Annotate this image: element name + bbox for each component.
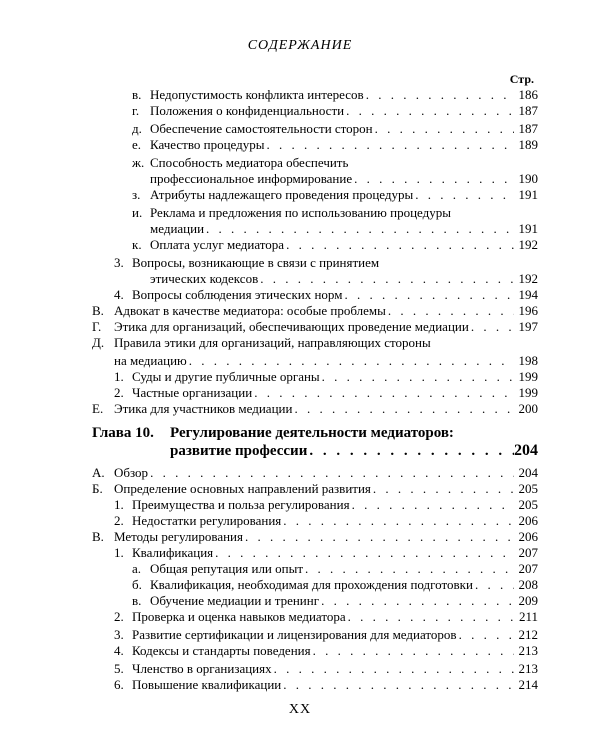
toc-entry-title: Способность медиатора обеспечить xyxy=(150,155,349,170)
toc-entry-marker: Б. xyxy=(92,481,103,496)
toc-entry-title: на медиацию xyxy=(114,353,187,368)
toc-entry xyxy=(0,303,600,319)
toc-entry-title: Правила этики для организаций, направляющих стороны xyxy=(114,335,431,350)
toc-entry xyxy=(0,401,600,417)
toc-entry-page-number: 191 xyxy=(518,221,538,236)
dot-leader xyxy=(307,441,514,461)
dot-leader xyxy=(457,627,514,643)
toc-entry-title: Квалификация xyxy=(132,545,214,560)
dot-leader xyxy=(344,103,514,119)
page-number: XX xyxy=(288,702,312,717)
toc-entry-page-number: 209 xyxy=(518,593,538,608)
toc-entry-marker: 2. xyxy=(114,385,124,400)
dot-leader xyxy=(320,369,514,385)
toc-entry-title: Определение основных направлений развития xyxy=(114,481,371,496)
toc-entry xyxy=(0,287,600,303)
toc-entry-page-number: 213 xyxy=(518,661,538,676)
toc-entry-page-number: 204 xyxy=(514,442,538,459)
dot-leader xyxy=(243,529,514,545)
toc-entry-page-number: 212 xyxy=(518,627,538,642)
toc-entry-marker: к. xyxy=(132,237,142,252)
toc-entry xyxy=(0,561,600,577)
toc-entry-title: этических кодексов xyxy=(150,271,259,286)
toc-entry-page-number: 194 xyxy=(518,287,538,302)
toc-entry xyxy=(0,593,600,609)
toc-entry-title: Атрибуты надлежащего проведения процедуры xyxy=(150,187,414,202)
toc-entry-marker: 3. xyxy=(114,255,124,270)
toc-entry-title: Общая репутация или опыт xyxy=(150,561,304,576)
toc-entry-marker: Г. xyxy=(92,319,102,334)
dot-leader xyxy=(373,121,514,137)
toc-entry xyxy=(0,385,600,401)
toc-entry-marker: е. xyxy=(132,137,142,152)
toc-entry-page-number: 211 xyxy=(518,609,538,624)
dot-leader xyxy=(352,171,514,187)
dot-leader xyxy=(258,271,514,287)
toc-entry xyxy=(0,255,600,271)
dot-leader xyxy=(386,303,514,319)
toc-entry-title: Преимущества и польза регулирования xyxy=(132,497,350,512)
toc-entry xyxy=(0,661,600,677)
toc-entry-page-number: 200 xyxy=(518,401,538,416)
toc-entry-marker: 6. xyxy=(114,677,124,692)
toc-entry-title: медиации xyxy=(150,221,205,236)
toc-entry-marker: д. xyxy=(132,121,142,136)
dot-leader xyxy=(346,609,514,625)
toc-entry-marker: а. xyxy=(132,561,142,576)
toc-entry-marker: Д. xyxy=(92,335,105,350)
dot-leader xyxy=(473,577,514,593)
toc-entry xyxy=(0,335,600,351)
toc-entry-title: развитие профессии xyxy=(170,443,308,459)
toc-entry xyxy=(0,441,600,461)
toc-entry xyxy=(0,319,600,335)
toc-entry xyxy=(0,513,600,529)
toc-entry-marker: Глава 10. xyxy=(92,425,154,441)
dot-leader xyxy=(265,137,515,153)
toc-entry-title: Недопустимость конфликта интересов xyxy=(150,87,364,102)
toc-entry-marker: В. xyxy=(92,303,104,318)
toc-entry-title: Реклама и предложения по использованию процедуры xyxy=(150,205,451,220)
dot-leader xyxy=(204,221,514,237)
toc-entry xyxy=(0,627,600,643)
toc-entry-title: Методы регулирования xyxy=(114,529,243,544)
toc-entry-marker: 4. xyxy=(114,287,124,302)
toc-entry-page-number: 186 xyxy=(518,87,538,102)
toc-entry-marker: 3. xyxy=(114,627,124,642)
dot-leader xyxy=(364,87,514,103)
toc-entry xyxy=(0,643,600,659)
toc-entry-title: Положения о конфиденциальности xyxy=(150,103,345,118)
toc-entry-page-number: 206 xyxy=(518,529,538,544)
toc-entry-page-number: 206 xyxy=(518,513,538,528)
dot-leader xyxy=(272,661,514,677)
toc-entry xyxy=(0,221,600,237)
toc-entry xyxy=(0,677,600,693)
dot-leader xyxy=(311,643,514,659)
toc-entry xyxy=(0,87,600,103)
toc-entry-marker: ж. xyxy=(132,155,145,170)
toc-entry xyxy=(0,497,600,513)
toc-entry xyxy=(0,423,600,443)
toc-entry-title: Вопросы, возникающие в связи с принятием xyxy=(132,255,380,270)
toc-entry-page-number: 208 xyxy=(518,577,538,592)
dot-leader xyxy=(342,287,514,303)
toc-entry-marker: В. xyxy=(92,529,104,544)
toc-entry-page-number: 187 xyxy=(518,121,538,136)
dot-leader xyxy=(148,465,514,481)
toc-entry xyxy=(0,137,600,153)
toc-entry-title: Этика для организаций, обеспечивающих проведение медиации xyxy=(114,319,469,334)
toc-entry-title: Обеспечение самостоятельности сторон xyxy=(150,121,373,136)
toc-entry xyxy=(0,577,600,593)
dot-leader xyxy=(281,677,514,693)
toc-entry xyxy=(0,369,600,385)
toc-entry-title: Обзор xyxy=(114,465,149,480)
toc-entry-title: Частные организации xyxy=(132,385,253,400)
toc-entry-title: Обучение медиации и тренинг xyxy=(150,593,320,608)
toc-entry xyxy=(0,545,600,561)
toc-entry xyxy=(0,171,600,187)
dot-leader xyxy=(187,353,514,369)
dot-leader xyxy=(213,545,514,561)
toc-entry-marker: и. xyxy=(132,205,143,220)
toc-entry-title: Этика для участников медиации xyxy=(114,401,293,416)
toc-entry-page-number: 196 xyxy=(518,303,538,318)
toc-entry xyxy=(0,205,600,221)
toc-entry-title: Членство в организациях xyxy=(132,661,272,676)
toc-entry-marker: 4. xyxy=(114,643,124,658)
toc-entry xyxy=(0,353,600,369)
toc-entry-marker: 1. xyxy=(114,369,124,384)
toc-entry-page-number: 187 xyxy=(518,103,538,118)
toc-entry-marker: з. xyxy=(132,187,141,202)
toc-entry-title: Вопросы соблюдения этических норм xyxy=(132,287,343,302)
dot-leader xyxy=(284,237,514,253)
toc-entry xyxy=(0,609,600,625)
toc-entry-title: Регулирование деятельности медиаторов: xyxy=(170,425,454,441)
toc-entry xyxy=(0,271,600,287)
toc-entry-page-number: 197 xyxy=(518,319,538,334)
toc-entry xyxy=(0,481,600,497)
dot-leader xyxy=(292,401,514,417)
toc-entry-title: Развитие сертификации и лицензирования для медиаторов xyxy=(132,627,457,642)
toc-entry-title: Недостатки регулирования xyxy=(132,513,282,528)
toc-entry xyxy=(0,103,600,119)
toc-entry-title: Квалификация, необходимая для прохождения подготовки xyxy=(150,577,473,592)
dot-leader xyxy=(281,513,514,529)
toc-entry-marker: в. xyxy=(132,87,142,102)
toc-entry-marker: 5. xyxy=(114,661,124,676)
toc-entry-page-number: 189 xyxy=(518,137,538,152)
toc-entry xyxy=(0,529,600,545)
toc-entry-marker: б. xyxy=(132,577,142,592)
toc-entry xyxy=(0,121,600,137)
toc-entry-marker: 1. xyxy=(114,497,124,512)
toc-entry-marker: в. xyxy=(132,593,142,608)
dot-leader xyxy=(469,319,514,335)
toc-entry-page-number: 204 xyxy=(518,465,538,480)
toc-entry xyxy=(0,465,600,481)
toc-entry-page-number: 205 xyxy=(518,481,538,496)
toc-entry-title: Проверка и оценка навыков медиатора xyxy=(132,609,346,624)
toc-entry-page-number: 213 xyxy=(518,643,538,658)
toc-entry xyxy=(0,187,600,203)
toc-entry xyxy=(0,155,600,171)
dot-leader xyxy=(413,187,514,203)
dot-leader xyxy=(350,497,514,513)
toc-entry-title: Суды и другие публичные органы xyxy=(132,369,320,384)
toc-entry-marker: 2. xyxy=(114,609,124,624)
toc-entry-marker: Е. xyxy=(92,401,104,416)
page-title: СОДЕРЖАНИЕ xyxy=(247,38,353,53)
page-column-label: Стр. xyxy=(509,72,534,86)
toc-entry-page-number: 199 xyxy=(518,385,538,400)
toc-entry-page-number: 205 xyxy=(518,497,538,512)
toc-entry-marker: г. xyxy=(132,103,140,118)
toc-entry-title: Оплата услуг медиатора xyxy=(150,237,285,252)
toc-entry-page-number: 192 xyxy=(518,271,538,286)
toc-entry-title: Повышение квалификации xyxy=(132,677,282,692)
toc-entry-title: Качество процедуры xyxy=(150,137,265,152)
toc-entry-page-number: 191 xyxy=(518,187,538,202)
toc-entry-page-number: 207 xyxy=(518,545,538,560)
toc-entry-title: Адвокат в качестве медиатора: особые проблемы xyxy=(114,303,386,318)
toc-entry-marker: 2. xyxy=(114,513,124,528)
toc-entry-marker: А. xyxy=(92,465,105,480)
toc-entry-title: Кодексы и стандарты поведения xyxy=(132,643,311,658)
toc-entry-page-number: 198 xyxy=(518,353,538,368)
dot-leader xyxy=(303,561,514,577)
dot-leader xyxy=(319,593,514,609)
toc-entry-title: профессиональное информирование xyxy=(150,171,353,186)
toc-entry-page-number: 207 xyxy=(518,561,538,576)
toc-entry-page-number: 190 xyxy=(518,171,538,186)
dot-leader xyxy=(371,481,514,497)
toc-entry xyxy=(0,237,600,253)
dot-leader xyxy=(252,385,514,401)
toc-entry-marker: 1. xyxy=(114,545,124,560)
toc-entry-page-number: 214 xyxy=(518,677,538,692)
toc-entry-page-number: 192 xyxy=(518,237,538,252)
toc-entry-page-number: 199 xyxy=(518,369,538,384)
